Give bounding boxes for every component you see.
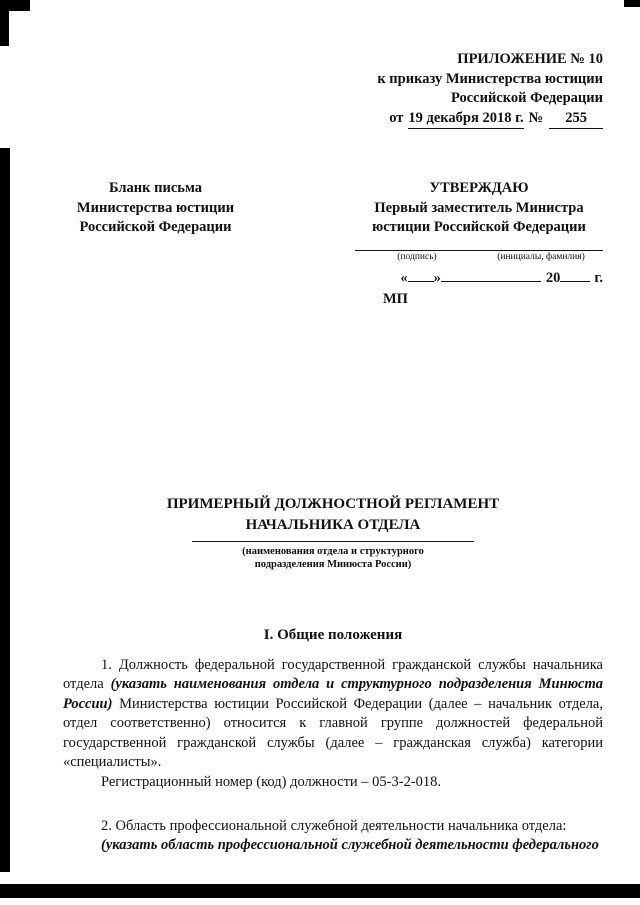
letterhead-approval-row xyxy=(63,179,603,310)
title-note-line2: подразделения Минюста России) xyxy=(254,558,412,570)
title-underline xyxy=(192,541,474,542)
title-note xyxy=(63,545,603,571)
paragraph-1-text-start: 1. Должность федеральной государственной гражданской службы начальника отдела xyxy=(63,656,603,693)
order-number-value: 255 xyxy=(549,109,603,130)
approval-quote-open: « xyxy=(400,269,408,286)
appendix-title: ПРИЛОЖЕНИЕ № 10 xyxy=(457,51,603,67)
signature-line xyxy=(355,238,603,251)
appendix-line2: к приказу Министерства юстиции xyxy=(377,70,603,87)
paragraph-2: 2. Область профессиональной служебной деятельности начальника отдела: xyxy=(101,817,567,834)
signature-label: (подпись) xyxy=(397,251,437,262)
approval-year-blank xyxy=(560,268,590,282)
document-title xyxy=(63,494,603,536)
document-title-line2: НАЧАЛЬНИКА ОТДЕЛА xyxy=(245,516,421,533)
approval-block xyxy=(355,179,603,310)
section-heading: I. Общие положения xyxy=(263,626,403,643)
letterhead-line2: Министерства юстиции xyxy=(76,199,235,216)
name-label: (инициалы, фамилия) xyxy=(497,251,585,262)
order-number-sign: № xyxy=(528,109,544,126)
letterhead-block xyxy=(63,179,248,310)
registration-number-line: Регистрационный номер (код) должности – 05-3-2-018. xyxy=(101,774,442,791)
appendix-header xyxy=(63,50,603,129)
appendix-line3: Российской Федерации xyxy=(450,90,603,106)
approval-month-blank xyxy=(441,268,541,282)
paragraph-1 xyxy=(63,656,603,774)
scan-artifact-bottom-edge xyxy=(0,884,640,898)
letterhead-line3: Российской Федерации xyxy=(79,219,232,235)
letterhead-line1: Бланк письма xyxy=(109,180,202,196)
paragraph-2-italic-note: (указать область профессиональной служебной деятельности федерального xyxy=(101,837,599,854)
approval-quote-close: » xyxy=(433,269,441,286)
title-note-line1: (наименования отдела и структурного xyxy=(242,545,424,557)
approval-word: УТВЕРЖДАЮ xyxy=(429,180,529,196)
paragraph-1-italic-note: (указать наименования отдела и структурного подразделения Минюста России) xyxy=(63,676,603,712)
approval-day-blank xyxy=(408,268,434,282)
signature-labels xyxy=(355,251,603,263)
approval-date-line xyxy=(355,268,603,289)
order-date-prefix: от xyxy=(389,109,404,126)
approval-position-line1: Первый заместитель Министра xyxy=(374,199,584,216)
approval-year-prefix: 20 xyxy=(545,269,561,286)
approval-position-line2: юстиции Российской Федерации xyxy=(372,219,586,235)
approval-year-suffix: г. xyxy=(594,269,603,286)
order-date-line xyxy=(63,109,603,130)
paragraph-1-text-end: Министерства юстиции Российской Федерации (далее – начальник отдела, отдел соответственно) относится к главной группе должностей федеральной государственной гражданской службы (далее – гражданская служба) категории «специалисты». xyxy=(63,695,603,771)
document-title-line1: ПРИМЕРНЫЙ ДОЛЖНОСТНОЙ РЕГЛАМЕНТ xyxy=(166,495,500,512)
order-date-value: 19 декабря 2018 г. xyxy=(408,109,523,130)
stamp-abbreviation: МП xyxy=(383,291,408,307)
